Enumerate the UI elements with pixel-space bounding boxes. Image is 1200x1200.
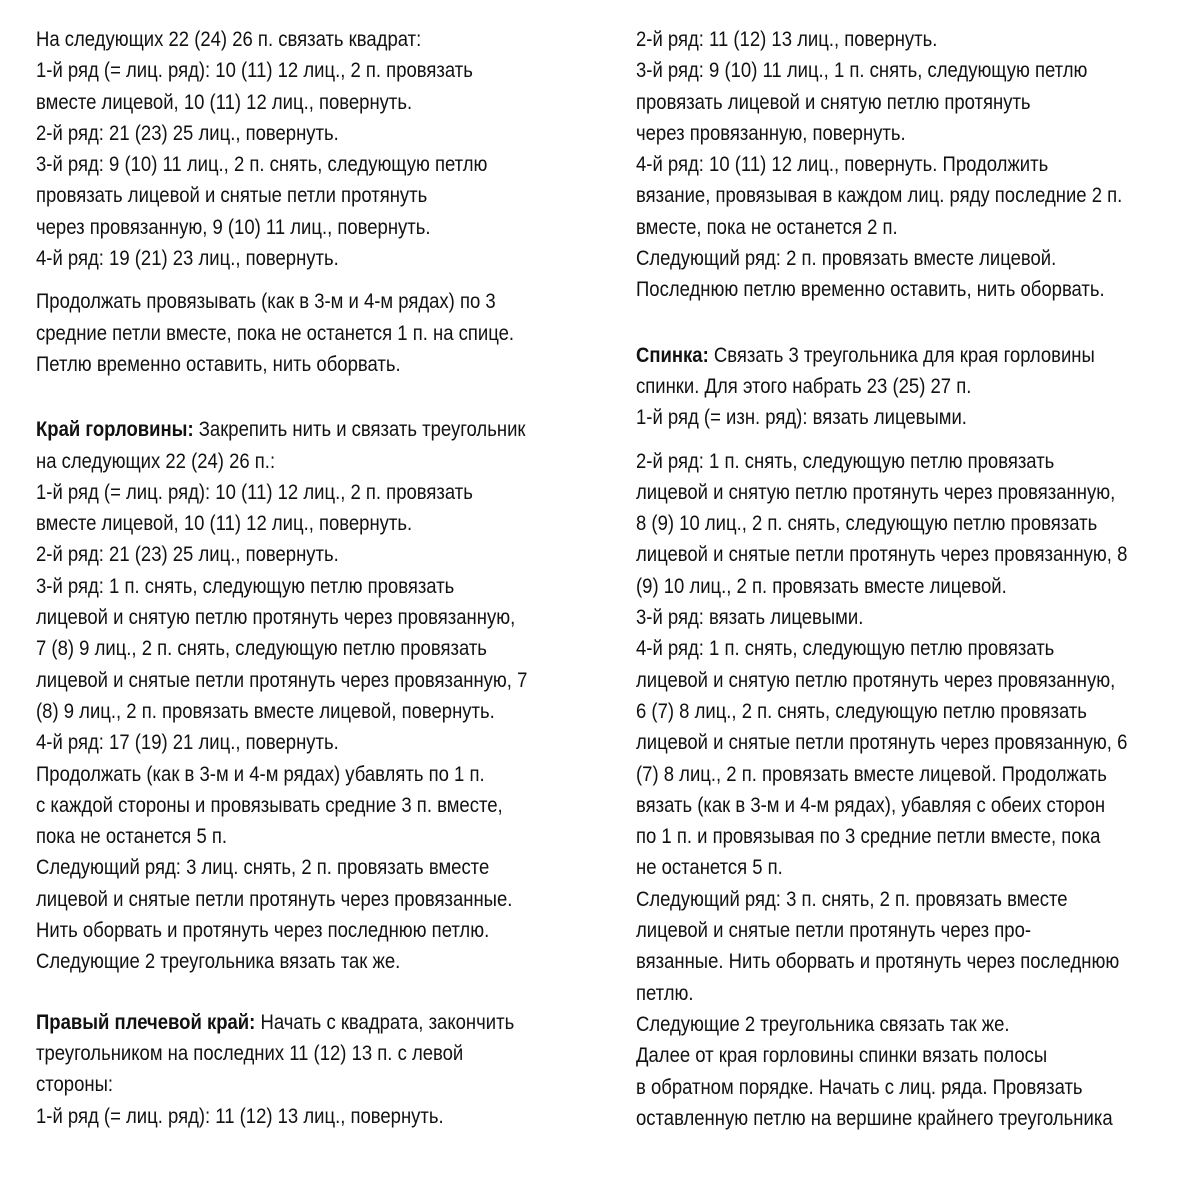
text-line: средние петли вместе, пока не останется 1 п. на спице. — [36, 320, 515, 345]
text-line: лицевой и снятые петли протянуть через провязанную, 8 — [636, 542, 1128, 567]
text-line: Нить оборвать и протянуть через последнюю петлю. — [36, 918, 490, 943]
text-line: 1-й ряд (= лиц. ряд): 10 (11) 12 лиц., 2 п. провязать — [36, 479, 473, 504]
text-line: оставленную петлю на вершине крайнего треугольника — [636, 1105, 1113, 1130]
text-line: Далее от края горловины спинки вязать полосы — [636, 1043, 1048, 1068]
text-line: 2-й ряд: 21 (23) 25 лиц., повернуть. — [36, 120, 339, 145]
text-line: в обратном порядке. Начать с лиц. ряда. Провязать — [636, 1074, 1083, 1099]
text-line: стороны: — [36, 1072, 113, 1097]
text-line: по 1 п. и провязывая по 3 средние петли вместе, пока — [636, 824, 1101, 849]
text-line: с каждой стороны и провязывать средние 3 п. вместе, — [36, 792, 503, 817]
text-line: лицевой и снятые петли протянуть через про- — [636, 918, 1032, 943]
text-line: вместе лицевой, 10 (11) 12 лиц., повернуть. — [36, 89, 413, 114]
text-line: лицевой и снятую петлю протянуть через провязанную, — [36, 605, 516, 630]
text-line: треугольником на последних 11 (12) 13 п. с левой — [36, 1040, 464, 1065]
text-line: Продолжать провязывать (как в 3-м и 4-м рядах) по 3 — [36, 289, 496, 314]
text-line: (8) 9 лиц., 2 п. провязать вместе лицевой, повернуть. — [36, 698, 495, 723]
text-line: на следующих 22 (24) 26 п.: — [36, 448, 276, 473]
text-line: вязанные. Нить оборвать и протянуть через последнюю — [636, 949, 1120, 974]
text-line: 3-й ряд: 9 (10) 11 лиц., 2 п. снять, следующую петлю — [36, 152, 488, 177]
section-heading: Спинка: — [636, 342, 709, 367]
text-line: Следующие 2 треугольника связать так же. — [636, 1011, 1010, 1036]
paragraph-neckline-edge — [36, 414, 621, 977]
text-line: пока не останется 5 п. — [36, 824, 228, 849]
text-line: петлю. — [636, 980, 694, 1005]
text-line: Спинка: Связать 3 треугольника для края горловины — [636, 342, 1095, 367]
text-line: Следующие 2 треугольника вязать так же. — [36, 949, 401, 974]
text-line: лицевой и снятые петли протянуть через провязанные. — [36, 886, 513, 911]
text-line: 1-й ряд (= лиц. ряд): 10 (11) 12 лиц., 2 п. провязать — [36, 58, 473, 83]
text-line: Следующий ряд: 3 лиц. снять, 2 п. провязать вместе — [36, 855, 490, 880]
text-line: 7 (8) 9 лиц., 2 п. снять, следующую петлю провязать — [36, 636, 487, 661]
text-line: вязание, провязывая в каждом лиц. ряду последние 2 п. — [636, 183, 1123, 208]
paragraph-back-rows — [636, 446, 1186, 1135]
text-line: 2-й ряд: 11 (12) 13 лиц., повернуть. — [636, 27, 938, 51]
text-line: 3-й ряд: вязать лицевыми. — [636, 605, 864, 630]
text-line: лицевой и снятую петлю протянуть через провязанную, — [636, 479, 1116, 504]
text-line: 4-й ряд: 19 (21) 23 лиц., повернуть. — [36, 246, 339, 271]
text-line: Петлю временно оставить, нить оборвать. — [36, 351, 401, 376]
text-line: 1-й ряд (= лиц. ряд): 11 (12) 13 лиц., повернуть. — [36, 1103, 444, 1128]
text-line: через провязанную, 9 (10) 11 лиц., повернуть. — [36, 214, 431, 239]
text-line: (7) 8 лиц., 2 п. провязать вместе лицевой. Продолжать — [636, 761, 1107, 786]
text-line: 4-й ряд: 17 (19) 21 лиц., повернуть. — [36, 730, 339, 755]
text-line: вместе, пока не останется 2 п. — [636, 214, 898, 239]
text-line: Продолжать (как в 3-м и 4-м рядах) убавлять по 1 п. — [36, 761, 485, 786]
text-line: вместе лицевой, 10 (11) 12 лиц., повернуть. — [36, 511, 413, 536]
text-line: 1-й ряд (= изн. ряд): вязать лицевыми. — [636, 405, 967, 430]
text-line: лицевой и снятые петли протянуть через провязанную, 7 — [36, 667, 528, 692]
text-line: 2-й ряд: 1 п. снять, следующую петлю провязать — [636, 448, 1055, 473]
text-line: вязать (как в 3-м и 4-м рядах), убавляя с обеих сторон — [636, 792, 1106, 817]
text-line: не останется 5 п. — [636, 855, 783, 880]
text-line: провязать лицевой и снятую петлю протянуть — [636, 89, 1031, 114]
paragraph-continue — [36, 286, 621, 380]
text-line: 6 (7) 8 лиц., 2 п. снять, следующую петлю провязать — [636, 698, 1087, 723]
text-line: 4-й ряд: 1 п. снять, следующую петлю провязать — [636, 636, 1055, 661]
text-line: Последнюю петлю временно оставить, нить оборвать. — [636, 277, 1105, 302]
text-line: (9) 10 лиц., 2 п. провязать вместе лицевой. — [636, 573, 1007, 598]
text-line: 4-й ряд: 10 (11) 12 лиц., повернуть. Продолжить — [636, 152, 1049, 177]
left-column — [36, 24, 621, 1132]
text-line: лицевой и снятые петли протянуть через провязанную, 6 — [636, 730, 1128, 755]
text-line: спинки. Для этого набрать 23 (25) 27 п. — [636, 373, 972, 398]
paragraph-shoulder-continued — [636, 24, 1186, 306]
text-line: Следующий ряд: 2 п. провязать вместе лицевой. — [636, 246, 1057, 271]
text-line: 8 (9) 10 лиц., 2 п. снять, следующую петлю провязать — [636, 511, 1098, 536]
text-line: 3-й ряд: 9 (10) 11 лиц., 1 п. снять, следующую петлю — [636, 58, 1088, 83]
paragraph-square — [36, 24, 621, 274]
section-heading: Правый плечевой край: — [36, 1009, 256, 1034]
paragraph-right-shoulder-edge — [36, 1007, 621, 1132]
text-line: Следующий ряд: 3 п. снять, 2 п. провязать вместе — [636, 886, 1068, 911]
text-line: лицевой и снятую петлю протянуть через провязанную, — [636, 667, 1116, 692]
right-column — [636, 24, 1186, 1134]
text-line: Правый плечевой край: Начать с квадрата, закончить — [36, 1009, 515, 1034]
text-line: через провязанную, повернуть. — [636, 120, 906, 145]
paragraph-back — [636, 340, 1186, 434]
text-line: провязать лицевой и снятые петли протянуть — [36, 183, 428, 208]
text-line: Край горловины: Закрепить нить и связать треугольник — [36, 417, 526, 442]
text-line: 2-й ряд: 21 (23) 25 лиц., повернуть. — [36, 542, 339, 567]
text-line: 3-й ряд: 1 п. снять, следующую петлю провязать — [36, 573, 455, 598]
section-heading: Край горловины: — [36, 417, 194, 442]
text-line: На следующих 22 (24) 26 п. связать квадрат: — [36, 27, 422, 51]
